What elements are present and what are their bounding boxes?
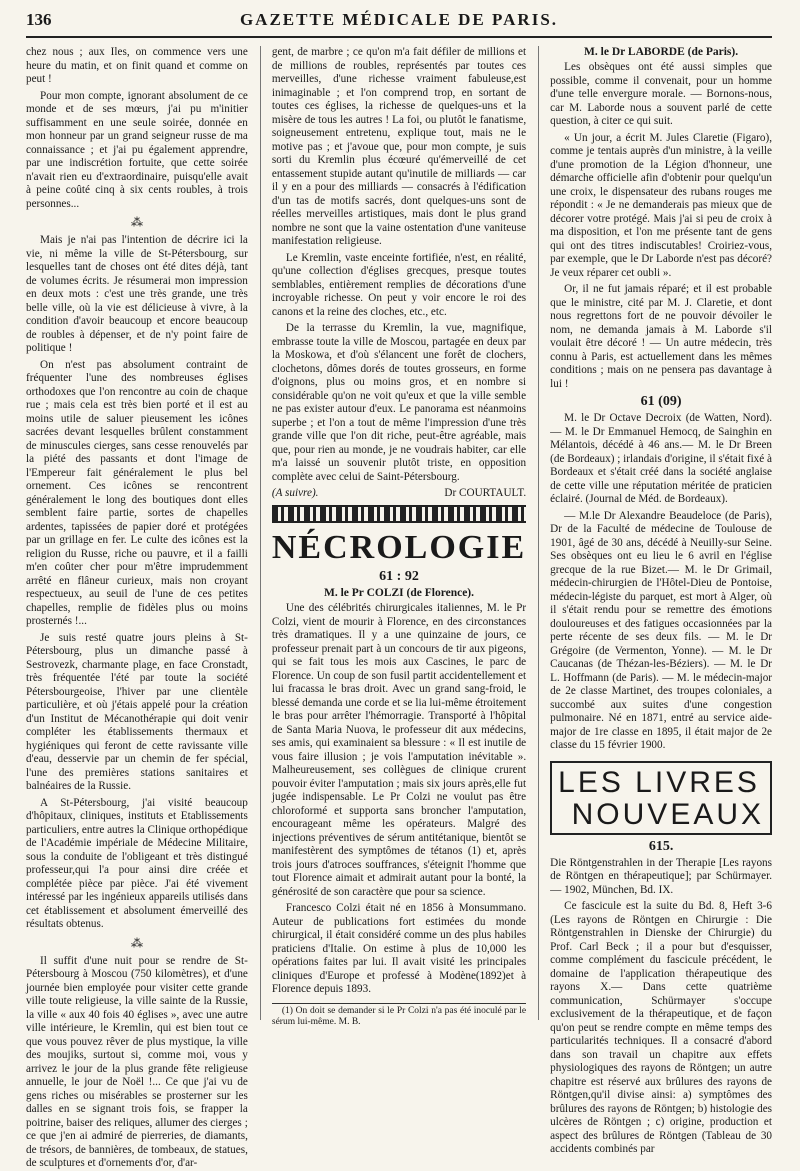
section-title-line-1: LES LIVRES <box>558 765 760 799</box>
separator-asterism: ⁂ <box>130 215 143 229</box>
section-title-livres-nouveaux <box>550 761 772 835</box>
paragraph: chez nous ; aux Iles, on commence vers une heure du matin, et on finit quand et comme on peut ! <box>26 46 248 85</box>
columns <box>26 46 773 1169</box>
paragraph: Le Kremlin, vaste enceinte fortifiée, n'est, en réalité, qu'une collection d'églises grecques, presque toutes semblables, entièrement remplies de décorations d'une incroyable richesse. On peut y voir encore le roi des canons et la reine des cloches, etc., etc. <box>271 251 527 318</box>
paragraph: Mais je n'ai pas l'intention de décrire ici la vie, ni même la ville de St-Pétersbourg, sur lesquelles tant de choses ont été dites déjà, tant de volumes écrits. Je résumerai mon impression en deux mots : c'est une très grande, une très belle ville, où la vie est délicieuse à vivre, à la condition d'avoir beaucoup et encore beaucoup de roubles à dépenser, et de n'y point faire de politique ! <box>26 234 248 354</box>
column-3 <box>538 46 773 1155</box>
paragraph: Les obsèques ont été aussi simples que possible, comme il convenait, pour un homme d'une telle envergure morale. — Bornons-nous, car M. Laborde nous a souvent parlé de cette question, à citer ce qui suit. <box>550 61 773 127</box>
paragraph: gent, de marbre ; ce qu'on m'a fait défiler de millions et de millions de roubles, représentés par toutes ces merveilles, d'une richesse vraiment fabuleuse,est inimaginable ; et l'on comprend trop, en sortant de toutes ces églises, la richesse de quelques-uns et la misère de tous les autres ! La foi, ou plutôt le fanatisme, soigneusement entretenu, explique tout, mais ne le motive pas ; et j'avoue que, pour mon compte, je suis sorti du Kremlin plus écœuré qu'émerveillé de cet entassement stupide autant qu'inutile de milliards — car il y en a pour des milliards — consacrés à l'édification d'un tas de motifs sacrés, dont quelques-uns sont de réelles merveilles artistiques, mais dont le plus grand nombre ne sont que la vaine ostentation d'une vaniteuse manifestation religieuse. <box>271 46 527 247</box>
obituary-heading: M. le Dr LABORDE (de Paris). <box>584 46 739 58</box>
paragraph: Pour mon compte, ignorant absolument de ce monde et de ses mœurs, j'ai pu m'initier suffisamment en une seule soirée, donnée en mon honneur par un grand seigneur russe de ma connaissance ; et j'ai pu également apprendre, par une indiscrétion fortuite, que cette soirée n'avait rien eu d'extraordinaire, puisqu'elle avait à peine coûté cinq à six cents roubles, à trois personnes... <box>26 89 248 210</box>
separator-asterism: ⁂ <box>130 935 143 950</box>
footnote-rule <box>272 1003 526 1004</box>
article-signature <box>272 487 526 499</box>
column-1 <box>26 46 248 1169</box>
journal-title: GAZETTE MÉDICALE DE PARIS. <box>239 10 559 29</box>
classification-number: 61 (09) <box>640 394 682 409</box>
book-reference: Die Röntgenstrahlen in der Therapie [Les rayons de Röntgen en thérapeutique]; par Schürmayer. — 1902, München, Bd. IX. <box>550 856 773 896</box>
page-header <box>26 0 772 38</box>
paragraph: « Un jour, a écrit M. Jules Claretie (Figaro), comme je tentais auprès d'un ministre, à la veille d'une promotion de la Légion d'honneur, une démarche officielle afin d'obtenir pour quelqu'un une croix, le dispensateur des rubans rouges me répondit : « Je ne demanderais pas mieux que de décorer votre protégé. Mais j'ai si peu de croix à ma disposition, et l'on me présente tant de gens qui ont des titres indiscutables! Croiriez-vous, par exemple, que le Dr Laborde n'est pas décoré? Je veux réparer cet oubli ». <box>550 131 773 279</box>
paragraph: Il suffit d'une nuit pour se rendre de St-Pétersbourg à Moscou (750 kilomètres), et d'une journée bien employée pour visiter cette grande ville toute religieuse, la ville sainte de la Russie, la ville « aux 40 fois 40 églises », avec une autre ville intérieure, le Kremlin, qui est bien tout ce que vous pouvez rêver de plus mystique, la ville des moujiks, surtout si, comme moi, vous y arrivez le jour de la plus grande fête religieuse annuelle, le jour de Noël !... Ce que j'ai vu de gens riches ou misérables se prosterner sur les dalles en se signant trois fois, se frapper la poitrine, baiser des reliques, allumer des cierges ; ce que j'en ai admiré de pierreries, de diamants, de trésors, de bannières, de tombeaux, de statues, de sculptures et d'ornements d'or, d'ar- <box>26 954 248 1169</box>
paragraph: On n'est pas absolument contraint de fréquenter l'une des nombreuses églises orthodoxes que l'on rencontre au coin de chaque rue ; mais cela est très bien porté et il est au moins utile de saluer pieusement les icônes sacrées devant lesquelles brûlent constamment de minuscules cierges, sans cesse renouvelés par la piété des passants et dont l'image de l'Empereur fait généralement le plus bel ornement. Ces icônes se rencontrent généralement le long des boutiques dont elles semblent faire partie, sortes de chapelles ardentes, tapissées de papier doré et protégées par un grillage en fer. Le culte des icônes est la religion du Russe, riche ou pauvre, et il a failli m'en coûter cher pour m'être imprudemment arrêté en flâneur curieux, mais non croyant respectueux, au seuil de l'une de ces petites chapelles, remplie de fidèles plus ou moins prosternés !... <box>26 358 248 627</box>
page-number: 136 <box>26 10 52 29</box>
footnote: (1) On doit se demander si le Pr Colzi n'a pas été inoculé par le sérum lui-même. M. B. <box>271 1005 527 1027</box>
author-name: Dr COURTAULT. <box>444 487 527 499</box>
paragraph: Or, il ne fut jamais réparé; et il est probable que le ministre, cité par M. J. Claretie, et dont nous regrettons fort de ne pouvoir dévoiler le nom, ne demanda jamais à M. Laborde s'il voulait être décoré ! — Un autre médecin, très connu à Paris, est actuellement dans les mêmes conditions ; mais on ne pensera pas davantage à lui ! <box>550 283 773 390</box>
section-title-line-2: NOUVEAUX <box>571 797 765 831</box>
paragraph: — M.le Dr Alexandre Beaudeloce (de Paris), Dr de la Faculté de médecine de Toulouse de 1901, âgé de 30 ans, décédé à Neuilly-sur Seine. Ses obsèques ont eu lieu le 6 avril en l'église grecque de la rue Bizet.— M. le Dr Grimail, médecin-chirurgien de l'Hôtel-Dieu de Pontoise, médecin-légiste du parquet, est mort à Alger, où il s'était rendu pour se remettre des émotions douloureuses et des fatigues occasionnées par la perte récente de ses deux fils. — M. le Dr Grégoire (de Vermenton, Yonne). — M. le Dr Caucanas (de Thézan-les-Béziers). — M. le Dr L. Hoffmann (de Paris). — M. le médecin-major de 2e classe Martinet, des troupes coloniales, a succombé aux suites d'une congestion pulmonaire. Né en 1871, entré au service aide-major de 1re classe en 1895, il était major de 2e classe du 15 février 1900. <box>550 509 773 751</box>
section-title-necrologie: NÉCROLOGIE <box>271 529 527 566</box>
paragraph: Une des célébrités chirurgicales italiennes, M. le Pr Colzi, vient de mourir à Florence, en des circonstances très dramatiques. Il y a une quinzaine de jours, ce professeur prenait part à un concours de tir aux pigeons, qui se fait tous les mois aux Cascines, le parc de Florence. Un coup de son fusil partit accidentellement et lui fracassa le bras droit. Avec un grand sang-froid, le blessé demanda une corde et se lia lui-même étroitement le bras pour arrêter l'hémorragie. Transporté à l'hôpital de Santa Maria Nuova, le professeur dit aux médecins, ses amis, qui examinaient sa blessure : « Il est inutile de vous faire illusion ; je vois l'amputation inévitable ». Malheureusement, ses collègues de clinique crurent pouvoir éviter l'amputation ; mais six jours après,elle fut jugée indispensable. Le Pr Colzi ne voulut pas être chloroformé et supporta sans broncher l'amputation, encourageant même les opérateurs. Malgré des injections préventives de sérum antitétanique, bientôt se manifestèrent des symptômes de tétanos (1) et, après trois jours d'atroces souffrances, s'éteignit l'homme que tout Florence aimait et admirait autant pour la bonté, la générosité de son caractère que pour sa science. <box>271 602 527 898</box>
classification-number: 615. <box>648 838 674 854</box>
ornamental-border <box>272 505 526 523</box>
classification-number: 61 : 92 <box>379 569 419 584</box>
paragraph: Je suis resté quatre jours pleins à St-Pétersbourg, plus un dimanche passé à Sestrovezk, charmante plage, en face Cronstadt, très fréquentée l'été par toute la société Pétersbourgeoise, l'hiver par une clientèle particulière, et où j'étais appelé pour la création d'un Institut de Mécanothérapie qui doit venir compléter les établissements thermaux et hygiéniques qui feront de cette ravissante ville d'eau, desservie par un chemin de fer spécial, l'une des premières stations sanitaires et balnéaires de la Russie. <box>26 631 248 792</box>
column-2 <box>260 46 527 1027</box>
paragraph: M. le Dr Octave Decroix (de Watten, Nord). — M. le Dr Emmanuel Hemocq, de Sainghin en Mélantois, décédé à 46 ans.— M. le Dr Breen (de Bordeaux) ; irlandais d'origine, il s'était fixé à Bordeaux et s'était créé dans la société anglaise de cette ville une réputation méritée de praticien éclairé. (Journal de Méd. de Bordeaux). <box>550 412 773 505</box>
paragraph: A St-Pétersbourg, j'ai visité beaucoup d'hôpitaux, cliniques, instituts et Etablissements particuliers, entre autres la Clinique orthopédique de l'Académie impériale de Médecine Militaire, sous la conduite de l'obligeant et très distingué professeur,qui l'a pour ainsi dire créée et complétée pièce par pièce. J'ai été vivement intéressé par les ingénieux appareils utilisés dans cet établissement et absolument émerveillé des résultats obtenus. <box>26 796 248 930</box>
to-be-continued: (A suivre). <box>271 487 319 499</box>
paragraph: Ce fascicule est la suite du Bd. 8, Heft 3-6 (Les rayons de Röntgen en Chirurgie : Die Röntgenstrahlen in Dienske der Chirurgie) du Prof. Carl Beck ; il a pour but d'esquisser, comme complément du fascicule précédent, le domaine de l'application thérapeutique des rayons X.— Dans cette quatrième communication, Schürmayer s'occupe exclusivement de la thérapeutique, et de façon qu'on peut se rendre compte en même temps des particularités techniques. Il a consacré d'abord dans son travail un chapitre aux effets physiologiques des rayons de Röntgen; un autre chapitre est réservé aux brûlures des rayons de Röntgen,qu'il divise ainsi: a) symptômes des brûlures des rayons de Röntgen; b) histologie des ulcères de Röntgen ; c) origine, production et aspect des brûlures de Röntgen (Tableau de 30 accidents combinés par <box>550 900 773 1155</box>
paragraph: Francesco Colzi était né en 1856 à Monsummano. Auteur de publications fort estimées du monde chirurgical, il était considéré comme un des plus habiles praticiens d'Italie. On estime à plus de 10,000 les opérations faites par lui. Il avait visité les principales cliniques d'Europe et professé à Modène(1892)et à Florence depuis 1893. <box>271 902 527 995</box>
paragraph: De la terrasse du Kremlin, la vue, magnifique, embrasse toute la ville de Moscou, partagée en deux par la Moskowa, et d'où s'élancent une forêt de clochers, clochetons, dômes dorés de toutes grosseurs, en forme d'oignons, plus ou moins gros, et en nombre si considérable qu'on ne voit qu'eux et que la ville semble ne pas exister autour d'eux. Le panorama est néanmoins superbe ; et l'on a tout de même l'impression d'une très grande ville que l'on dit riche, peut-être agréable, mais que, pour rien au monde, je ne voudrais habiter, car elle m'a laissé un souvenir plutôt triste, en opposition complète avec celui de Saint-Pétersbourg. <box>271 322 527 483</box>
obituary-heading: M. le Pr COLZI (de Florence). <box>324 587 474 599</box>
